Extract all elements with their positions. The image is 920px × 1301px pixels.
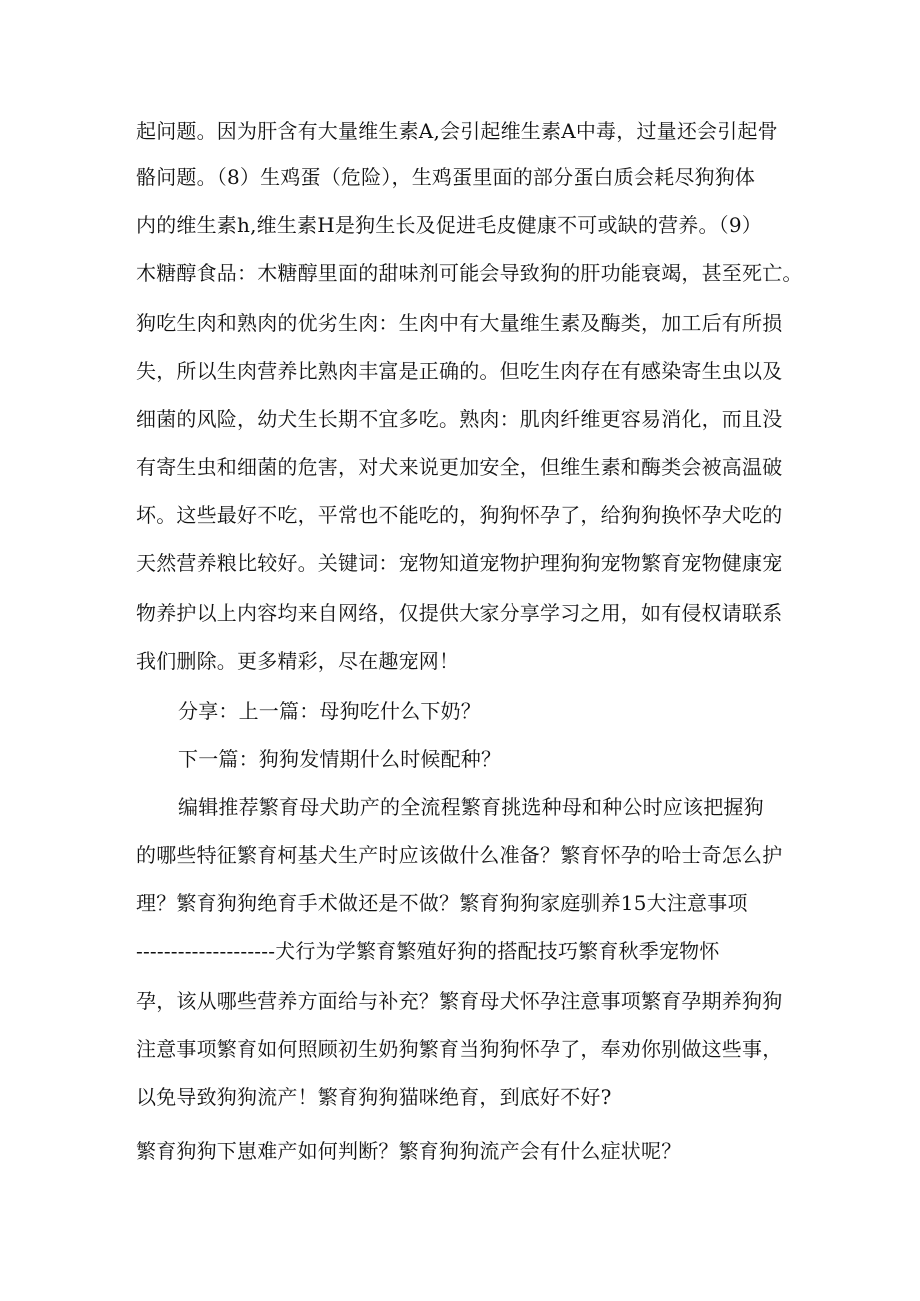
text-line: 我们删除。更多精彩，尽在趣宠网！ xyxy=(136,649,460,673)
text-line: 骼问题。（8）生鸡蛋（危险），生鸡蛋里面的部分蛋白质会耗尽狗狗体 xyxy=(136,165,756,189)
text-line: 坏。这些最好不吃，平常也不能吃的，狗狗怀孕了，给狗狗换怀孕犬吃的 xyxy=(136,503,783,527)
text-line: 起问题。因为肝含有大量维生素A,会引起维生素A中毒，过量还会引起骨 xyxy=(136,119,778,143)
text-line: 编辑推荐繁育母犬助产的全流程繁育挑选种母和种公时应该把握狗 xyxy=(178,795,764,819)
next-article-link[interactable]: 下一篇：狗狗发情期什么时候配种？ xyxy=(178,747,502,771)
text-line: 的哪些特征繁育柯基犬生产时应该做什么准备？繁育怀孕的哈士奇怎么护 xyxy=(136,843,783,867)
text-line: 以免导致狗狗流产！繁育狗狗猫咪绝育，到底好不好? xyxy=(136,1085,612,1109)
text-line: 孕，该从哪些营养方面给与补充？繁育母犬怀孕注意事项繁育孕期养狗狗 xyxy=(136,989,783,1013)
text-line: 内的维生素h,维生素H是狗生长及促进毛皮健康不可或缺的营养。（9） xyxy=(136,213,763,237)
text-line: 细菌的风险，幼犬生长期不宜多吃。熟肉：肌肉纤维更容易消化，而且没 xyxy=(136,407,783,431)
text-line: 物养护以上内容均来自网络，仅提供大家分享学习之用，如有侵权请联系 xyxy=(136,601,783,625)
text-line: 理？繁育狗狗绝育手术做还是不做？繁育狗狗家庭驯养15大注意事项 xyxy=(136,891,748,915)
text-line: 木糖醇食品：木糖醇里面的甜味剂可能会导致狗的肝功能衰竭，甚至死亡。 xyxy=(136,261,803,285)
share-prev-link[interactable]: 分享：上一篇：母狗吃什么下奶？ xyxy=(178,699,481,723)
text-line: --------------------犬行为学繁育繁殖好狗的搭配技巧繁育秋季宠物怀 xyxy=(136,939,720,963)
text-line: 注意事项繁育如何照顾初生奶狗繁育当狗狗怀孕了，奉劝你别做这些事， xyxy=(136,1037,783,1061)
text-line: 狗吃生肉和熟肉的优劣生肉：生肉中有大量维生素及酶类，加工后有所损 xyxy=(136,311,783,335)
text-line: 失，所以生肉营养比熟肉丰富是正确的。但吃生肉存在有感染寄生虫以及 xyxy=(136,359,783,383)
text-line: 天然营养粮比较好。关键词：宠物知道宠物护理狗狗宠物繁育宠物健康宠 xyxy=(136,551,783,575)
text-line: 繁育狗狗下崽难产如何判断？繁育狗狗流产会有什么症状呢？ xyxy=(136,1139,682,1163)
text-line: 有寄生虫和细菌的危害，对犬来说更加安全，但维生素和酶类会被高温破 xyxy=(136,455,783,479)
